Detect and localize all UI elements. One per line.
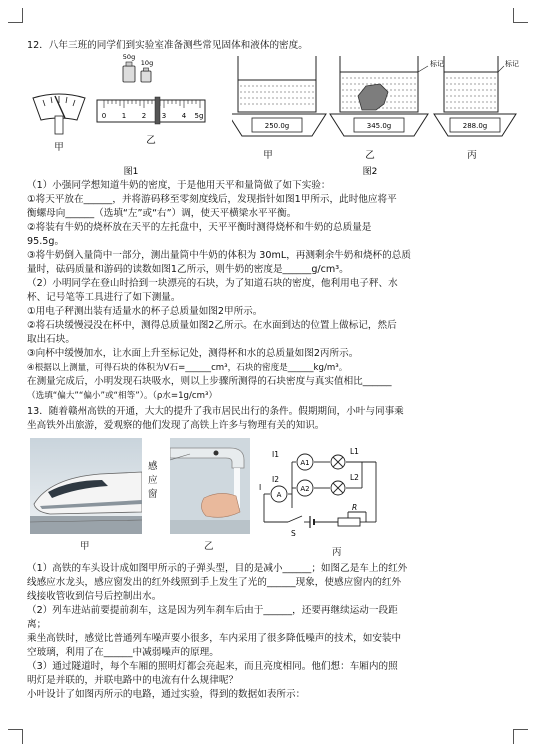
ammeter-a1-label: A1 xyxy=(300,459,310,467)
scale-bing xyxy=(434,56,519,136)
q13-intro-2: 坐高铁外出旅游，爱观察的他们发现了高铁上许多与物理有关的知识。 xyxy=(27,420,325,431)
q13-line-6: 乘坐高铁时，感觉比普通列车噪声要小很多，车内采用了很多降低噪声的技术，如安装中 xyxy=(27,633,402,644)
q13-line-4: （2）列车进站前要提前刹车，这是因为列车刹车后由于______，还要再继续运动一段距 xyxy=(27,605,398,616)
parallel-circuit-diagram xyxy=(258,440,388,558)
q13-line-7: 空玻璃，利用了在______中减弱噪声的原理。 xyxy=(27,647,219,658)
fig2-label-jia: 甲 xyxy=(263,150,273,161)
q13-line-8: （3）通过隧道时，每个车厢的照明灯都会亮起来，而且亮度相同。他们想：车厢内的照 xyxy=(27,661,398,672)
rider xyxy=(155,97,160,124)
q12-line-10: ①用电子秤测出装有适量水的杯子总质量如图2甲所示。 xyxy=(27,306,263,317)
tick-3: 3 xyxy=(161,112,167,120)
weight-50g xyxy=(123,53,135,82)
q12-line-9: 杯、记号笔等工具进行了如下测量。 xyxy=(27,292,181,303)
q12-line-3: 衡螺母向______（选填“左”或“右”）调，使天平横梁水平平衡。 xyxy=(27,208,297,219)
weight-10g xyxy=(141,59,153,82)
rheostat-r-label: R xyxy=(352,503,358,512)
q12-line-6: ③将牛奶倒入量筒中一部分，测出量筒中牛奶的体积为 30mL，再测剩余牛奶和烧杯的总质 xyxy=(27,250,411,261)
q13-line-10: 小叶设计了如图丙所示的电路，通过实验，得到的数据如表所示： xyxy=(27,689,306,700)
corner-mark-bottom-right xyxy=(513,729,528,744)
figure-2 xyxy=(232,52,522,176)
q13-line-5: 离； xyxy=(27,619,47,630)
q12-line-16: （选填“偏大”“偏小”或“相等”）。（ρ水=1g/cm³） xyxy=(27,391,218,401)
current-i1-label: I1 xyxy=(272,450,279,459)
figure-1 xyxy=(27,52,237,176)
q13-intro-1: 13．随着赣州高铁的开通，大大的提升了我市居民出行的条件。假期期间，小叶与同事乘 xyxy=(27,406,404,417)
fig1-caption: 图1 xyxy=(123,167,139,176)
q13-line-1: （1）高铁的车头设计成如图甲所示的子弹头型，目的是减小______；如图乙是车上的红外 xyxy=(27,563,408,574)
rider-scale xyxy=(97,97,205,124)
fig2-caption: 图2 xyxy=(362,167,378,176)
q13-line-2: 线感应水龙头，感应窗发出的红外线照到手上发生了光的______现象，使感应窗内的红外 xyxy=(27,577,402,588)
q13-line-3: 线接收管收到信号后控制出水。 xyxy=(27,591,162,602)
tick-0: 0 xyxy=(101,112,107,120)
q12-line-7: 量时，砝码质量和游码的读数如图1乙所示，则牛奶的密度是______g/cm³。 xyxy=(27,264,349,275)
reading-jia: 250.0g xyxy=(264,122,290,130)
weight-50g-label: 50g xyxy=(122,53,136,61)
tick-1: 1 xyxy=(121,112,127,120)
lamp-l2-label: L2 xyxy=(350,473,359,482)
q12-line-14: ④根据以上测量，可得石块的体积为V石=______cm³，石块的密度是______kg/m³。 xyxy=(27,363,348,373)
corner-mark-top-left xyxy=(8,8,23,23)
tick-4: 4 xyxy=(181,112,187,120)
q12-line-4: ②将装有牛奶的烧杯放在天平的左托盘中，天平平衡时测得烧杯和牛奶的总质量是 xyxy=(27,222,372,233)
sensor-label-char-3: 窗 xyxy=(148,489,158,500)
balance-pointer-dial xyxy=(33,94,85,134)
q12-line-15: 在测量完成后，小明发现石块吸水，则以上步骤所测得的石块密度与真实值相比______ xyxy=(27,376,392,387)
high-speed-train-photo xyxy=(30,438,142,552)
reading-yi: 345.0g xyxy=(366,122,392,130)
tick-5: 5g xyxy=(194,112,204,120)
corner-mark-bottom-left xyxy=(8,729,23,744)
infrared-faucet-photo xyxy=(170,438,250,552)
q12-line-13: ③向杯中缓慢加水，让水面上升至标记处，测得杯和水的总质量如图2丙所示。 xyxy=(27,348,359,359)
q12-line-5: 95.5g。 xyxy=(27,236,65,247)
sensor-label-char-2: 应 xyxy=(148,475,158,486)
corner-mark-top-right xyxy=(513,8,528,23)
weight-10g-label: 10g xyxy=(140,59,154,67)
q12-intro: 12．八年三班的同学们到实验室准备测些常见固体和液体的密度。 xyxy=(27,40,308,51)
q12-line-1: （1）小强同学想知道牛奶的密度，于是他用天平和量筒做了如下实验： xyxy=(27,180,331,191)
fig1-label-jia: 甲 xyxy=(54,142,64,153)
reading-bing: 288.0g xyxy=(462,122,488,130)
fig2-label-bing: 丙 xyxy=(467,150,477,161)
current-i-label: I xyxy=(259,483,262,492)
q12-line-8: （2）小明同学在登山时拾到一块漂亮的石块，为了知道石块的密度，他利用电子秤、水 xyxy=(27,278,398,289)
q13-label-jia: 甲 xyxy=(80,541,90,552)
q13-label-yi: 乙 xyxy=(204,541,214,552)
q12-line-2: ①将天平放在______，并将游码移至零刻度线后，发现指针如图1甲所示，此时他应将平 xyxy=(27,194,397,205)
sensor-window-label xyxy=(148,458,168,508)
q12-line-11: ②将石块缓慢浸没在杯中，测得总质量如图2乙所示。在水面到达的位置上做标记，然后 xyxy=(27,320,397,331)
tick-2: 2 xyxy=(141,112,147,120)
scale-yi xyxy=(330,56,444,136)
mark-label-bing: 标记 xyxy=(505,60,519,68)
current-i2-label: I2 xyxy=(272,475,279,484)
ammeter-a2-label: A2 xyxy=(300,485,310,493)
q13-label-bing: 丙 xyxy=(332,547,342,558)
q12-line-12: 取出石块。 xyxy=(27,334,75,345)
sensor-label-char-1: 感 xyxy=(148,461,158,472)
lamp-l1-label: L1 xyxy=(350,447,359,456)
switch-s-label: S xyxy=(291,529,296,538)
scale-jia xyxy=(232,56,326,136)
mark-label-yi: 标记 xyxy=(430,60,444,68)
ammeter-a-label: A xyxy=(276,491,282,499)
fig2-label-yi: 乙 xyxy=(365,150,375,161)
q13-line-9: 明灯是并联的，并联电路中的电流有什么规律呢？ xyxy=(27,675,239,686)
fig1-label-yi: 乙 xyxy=(146,135,156,146)
